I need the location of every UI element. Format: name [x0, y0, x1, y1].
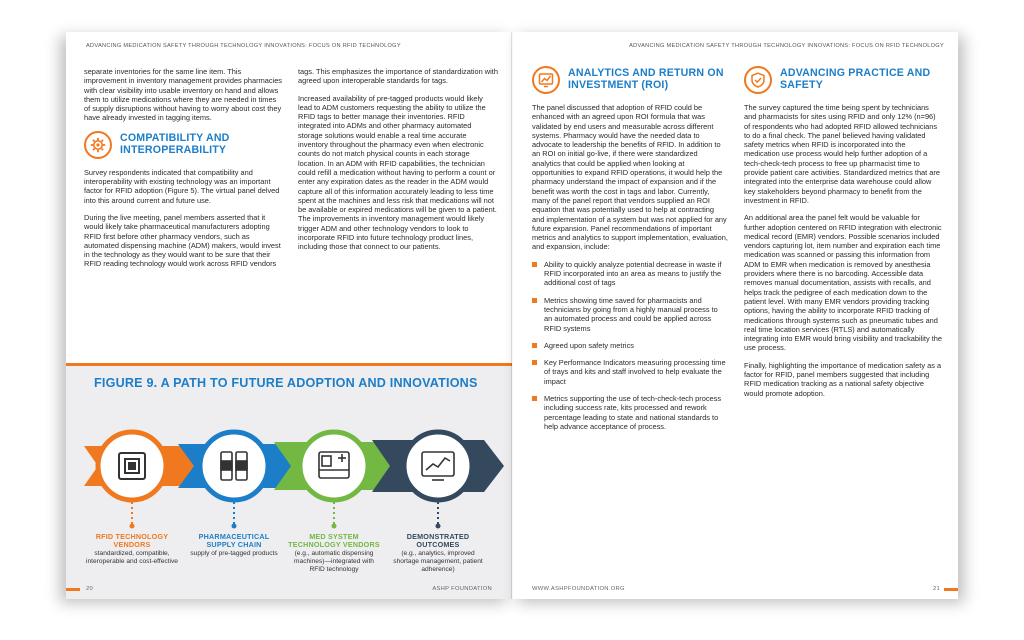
- stage-description: (e.g., analytics, improved shortage management, patient adherence): [393, 550, 483, 573]
- practice-paragraph-2: An additional area the panel felt would be valuable for further adoption centered on RFID integration with electronic medical record (EMR) vendors. Possible scenarios included vendors capturing lot, item number and expiration each time medication was scanned or passing this information from ADM to EMR when medication is removed by anesthesia providers where there is no barcoding. Accessible data removes manual documentation, assists with recalls, and helps track the pedigree of each medication down to the patient level. With many EMR vendors providing tracking options, having the ability to incorporate RFID tracking of medications through systems such as pneumatic tubes and real time location services (RTLS) and automatically integrating into EMR would bring visibility and trackability the use process.: [744, 213, 942, 353]
- footer-url: WWW.ASHPFOUNDATION.ORG: [532, 586, 625, 592]
- list-item: Key Performance Indicators measuring processing time of trays and kits and staff involved to help evaluate the impact: [532, 358, 728, 386]
- compatibility-heading: COMPATIBILITY AND INTEROPERABILITY: [120, 132, 230, 156]
- left-column-2: [298, 67, 498, 260]
- running-head: ADVANCING MEDICATION SAFETY THROUGH TECHNOLOGY INNOVATIONS: FOCUS ON RFID TECHNOLOGY: [86, 43, 401, 49]
- compatibility-paragraph-1: Survey respondents indicated that compatibility and interoperability with existing technology was an important factor for RFID adoption (Figure 5). The virtual panel delved into this around current and future use.: [84, 167, 280, 205]
- connector-dot-4: [436, 524, 441, 529]
- practice-paragraph-3: Finally, highlighting the importance of medication safety as a factor for RFID, panel members suggested that including RFID medication tracking as a national safety objective would promote adoption.: [744, 360, 942, 398]
- standards-paragraph: tags. This emphasizes the importance of standardization with agreed upon interoperable standards for tags.: [298, 67, 498, 86]
- stage-med-system-vendors: [286, 533, 382, 574]
- running-head: ADVANCING MEDICATION SAFETY THROUGH TECHNOLOGY INNOVATIONS: FOCUS ON RFID TECHNOLOGY: [629, 43, 944, 49]
- stage-description: supply of pre-tagged products: [190, 550, 278, 558]
- list-item: Metrics showing time saved for pharmacists and technicians by going from a highly manual process to an automated process and could be applied across RFID systems: [532, 296, 728, 333]
- stage-circle-1: [98, 432, 166, 500]
- page-number: 20: [86, 586, 94, 592]
- stage-title: MED SYSTEM TECHNOLOGY VENDORS: [288, 532, 380, 550]
- connector-dot-3: [332, 524, 337, 529]
- compatibility-section-heading: [84, 131, 284, 159]
- footer-org: ASHP FOUNDATION: [432, 586, 492, 592]
- shield-check-icon: [744, 66, 772, 94]
- stage-title: PHARMACEUTICAL SUPPLY CHAIN: [198, 532, 270, 550]
- connector-dot-1: [130, 524, 135, 529]
- list-item: Metrics supporting the use of tech-check-tech process including success rate, kits processed and rework percentage leading to state and national standards to help advance acceptance of process.: [532, 394, 728, 431]
- connector-dot-2: [232, 524, 237, 529]
- trend-chart-icon: [532, 66, 560, 94]
- stage-circle-2: [200, 432, 268, 500]
- right-column-2: [744, 64, 942, 406]
- stage-title: DEMONSTRATED OUTCOMES: [406, 532, 470, 550]
- figure-title: FIGURE 9. A PATH TO FUTURE ADOPTION AND INNOVATIONS: [94, 376, 478, 390]
- stage-description: standardized, compatible, interoperable and cost-effective: [86, 550, 178, 566]
- intro-paragraph: separate inventories for the same line item. This improvement in inventory management provides pharmacies with clear visibility into usable inventory on hand and allows them to utilize medications where they are needed in times of supply disruptions without having to worry about cost they have already invested in tagging items.: [84, 67, 282, 123]
- analytics-section-heading: [532, 66, 728, 94]
- book-spine: [511, 32, 513, 599]
- stage-rfid-vendors: [84, 533, 180, 566]
- stage-outcomes: [390, 533, 486, 574]
- adm-paragraph: Increased availability of pre-tagged products would likely lead to ADM customers requesting the ability to utilize the RFID tags to better manage their inventories. RFID integrated into ADMs and other pharmacy automated storage solutions would enable a real time accurate inventory throughout the pharmacy even when electronic counts do not match physical counts in each storage location. In an ADM with RFID capabilities, the technician could refill a medication without having to perform a count or enter any expiration dates as the reader in the ADM would capture all of this information accurately leading to less time spent at the machines and less risk that medications will not be available or expired medications will be given to a patient. The improvements in inventory management would likely trigger ADM and other technology vendors to look to incorporate RFID into future technology product lines, including those that connect to our patients.: [298, 93, 497, 252]
- right-page: [512, 32, 958, 599]
- stage-description: (e.g., automatic dispensing machines)—integrated with RFID technology: [294, 550, 374, 573]
- gear-icon: [84, 131, 112, 159]
- practice-section-heading: [744, 66, 942, 94]
- figure-9: [66, 363, 512, 599]
- analytics-paragraph: The panel discussed that adoption of RFID could be enhanced with an agreed upon ROI formula that was validated by end users and measurable across different systems. Pharmacy would have the needed data to advocate to leadership the benefits of RFID. In addition to an ROI on initial go-live, if there were standardized analytics that could be applied when looking at opportunities to expand RFID operations, it would help the pharmacy understand the impact of expansion and if the benefit was worth the cost in tags and labor. Currently, many of the panel report that vendors supplied an ROI equation that was potentially used to help at contracting and implementation of a system but was not applied for any future expansion. Panel recommendations of important metrics and analytics to support implementation, evaluation, and expansion, include:: [532, 103, 728, 252]
- stage-title: RFID TECHNOLOGY VENDORS: [95, 532, 169, 550]
- stage-supply-chain: [186, 533, 282, 558]
- left-page: [66, 32, 512, 599]
- right-column-1: [532, 64, 728, 439]
- compatibility-paragraph-2: During the live meeting, panel members asserted that it would likely take pharmaceutical manufacturers adopting RFID first before other pharmacy vendors, such as automated dispensing machine (ADM) makers, would invest in the technology as they would want to be sure that their RFID reading technology would work across RFID vendors: [84, 212, 281, 269]
- practice-heading: ADVANCING PRACTICE AND SAFETY: [780, 67, 931, 91]
- page-number: 21: [932, 586, 940, 592]
- analytics-heading: ANALYTICS AND RETURN ON INVESTMENT (ROI): [568, 67, 724, 91]
- page-number-bar: [944, 588, 958, 591]
- list-item: Agreed upon safety metrics: [532, 341, 728, 350]
- page-number-bar: [66, 588, 80, 591]
- practice-paragraph-1: The survey captured the time being spent by technicians and pharmacists for sites using RFID and only 12% (n=96) of respondents who had adopted RFID allowed technicians to do a final check. The panel believed having validated safety metrics when RFID is incorporated into the medication use process would help further adoption of a tech-check-tech process to free up pharmacist time to provide patient care activities. Standardized metrics that are integrated into the enterprise data warehouse could allow key stakeholders beyond pharmacy to benefit from the investment in RFID.: [744, 103, 940, 205]
- list-item: Ability to quickly analyze potential decrease in waste if RFID incorporated into an area as means to justify the additional cost of tags: [532, 260, 728, 288]
- stage-circle-4: [404, 432, 472, 500]
- left-column-1: [84, 67, 284, 277]
- stage-circle-3: [300, 432, 368, 500]
- metrics-list: [532, 260, 728, 431]
